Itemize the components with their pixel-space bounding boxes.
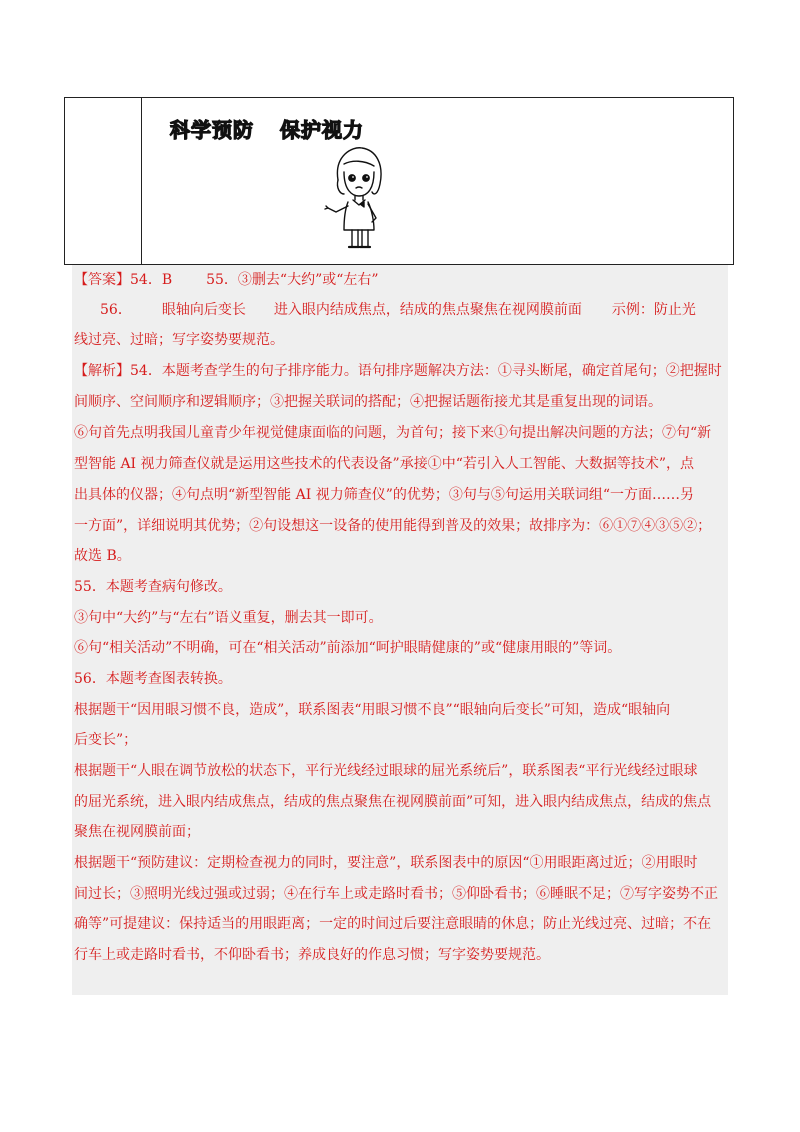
analysis-line-5: 一方面”，详细说明其优势；②句设想这一设备的使用能得到普及的效果；故排序为：⑥①⑦④③⑤②；	[74, 518, 712, 534]
analysis-line-13: 根据题干“人眼在调节放松的状态下，平行光线经过眼球的屈光系统后”，联系图表“平行光线经过眼球	[74, 763, 698, 779]
answer-q54: 54．B	[130, 272, 173, 288]
poster-title-left: 科学预防	[170, 118, 254, 142]
analysis-line-10: 56．本题考查图表转换。	[74, 671, 232, 687]
analysis-line-2: ⑥句首先点明我国儿童青少年视觉健康面临的问题，为首句；接下来①句提出解决问题的方法；⑦句“新	[74, 425, 712, 441]
answer-q56-a: 眼轴向后变长	[161, 302, 246, 318]
table-divider	[141, 97, 142, 265]
analysis-line-6: 故选 B。	[74, 548, 131, 564]
answer-q55: 55．③删去“大约”或“左右”	[206, 272, 379, 288]
answer-q56-b: 进入眼内结成焦点，结成的焦点聚焦在视网膜前面	[273, 302, 582, 318]
analysis-line-8: ③句中“大约”与“左右”语义重复，删去其一即可。	[74, 610, 383, 626]
answer-q56-c: 示例：防止光	[611, 302, 696, 318]
poster-title-right: 保护视力	[280, 118, 364, 142]
analysis-line-4: 出具体的仪器；④句点明“新型智能 AI 视力筛查仪”的优势；③句与⑤句运用关联词组“一方面……另	[74, 487, 695, 503]
analysis-text-0: 54．本题考查学生的句子排序能力。语句排序题解决方法：①寻头断尾，确定首尾句；②把握时	[130, 363, 722, 379]
analysis-line-12: 后变长”；	[74, 732, 138, 748]
analysis-line-3: 型智能 AI 视力筛查仪就是运用这些技术的代表设备”承接①中“若引入人工智能、大数据等技术”，点	[74, 456, 695, 472]
analysis-line-16: 根据题干“预防建议：定期检查视力的同时，要注意”，联系图表中的原因“①用眼距离过近；②用眼时	[74, 855, 698, 871]
analysis-tag: 【解析】	[74, 363, 130, 379]
answer-tag: 【答案】	[74, 272, 130, 288]
analysis-line-19: 行车上或走路时看书，不仰卧看书；养成良好的作息习惯；写字姿势要规范。	[74, 947, 550, 963]
poster-table	[64, 97, 734, 265]
analysis-line-14: 的屈光系统，进入眼内结成焦点，结成的焦点聚焦在视网膜前面”可知，进入眼内结成焦点，结成的焦点	[74, 794, 712, 810]
answer-line-1	[74, 270, 379, 290]
analysis-line-15: 聚焦在视网膜前面；	[74, 824, 200, 840]
answer-line-2	[100, 300, 696, 320]
analysis-line-17: 间过长；③照明光线过强或过弱；④在行车上或走路时看书；⑤仰卧看书；⑥睡眠不足；⑦写字姿势不正	[74, 886, 718, 902]
poster-title	[170, 114, 364, 143]
analysis-line-1: 间顺序、空间顺序和逻辑顺序；③把握关联词的搭配；④把握话题衔接尤其是重复出现的词语。	[74, 394, 662, 410]
analysis-line-11: 根据题干“因用眼习惯不良，造成”，联系图表“用眼习惯不良”“眼轴向后变长”可知，造成“眼轴向	[74, 702, 671, 718]
analysis-line-7: 55．本题考查病句修改。	[74, 579, 232, 595]
analysis-line-0	[74, 361, 722, 381]
analysis-line-9: ⑥句“相关活动”不明确，可在“相关活动”前添加“呵护眼睛健康的”或“健康用眼的”等词。	[74, 640, 622, 656]
analysis-line-18: 确等”可提建议：保持适当的用眼距离；一定的时间过后要注意眼睛的休息；防止光线过亮、过暗；不在	[74, 916, 712, 932]
cartoon-girl-illustration	[324, 142, 394, 254]
answer-line-3: 线过亮、过暗；写字姿势要规范。	[74, 332, 284, 348]
answer-q56-num: 56．	[100, 302, 132, 318]
